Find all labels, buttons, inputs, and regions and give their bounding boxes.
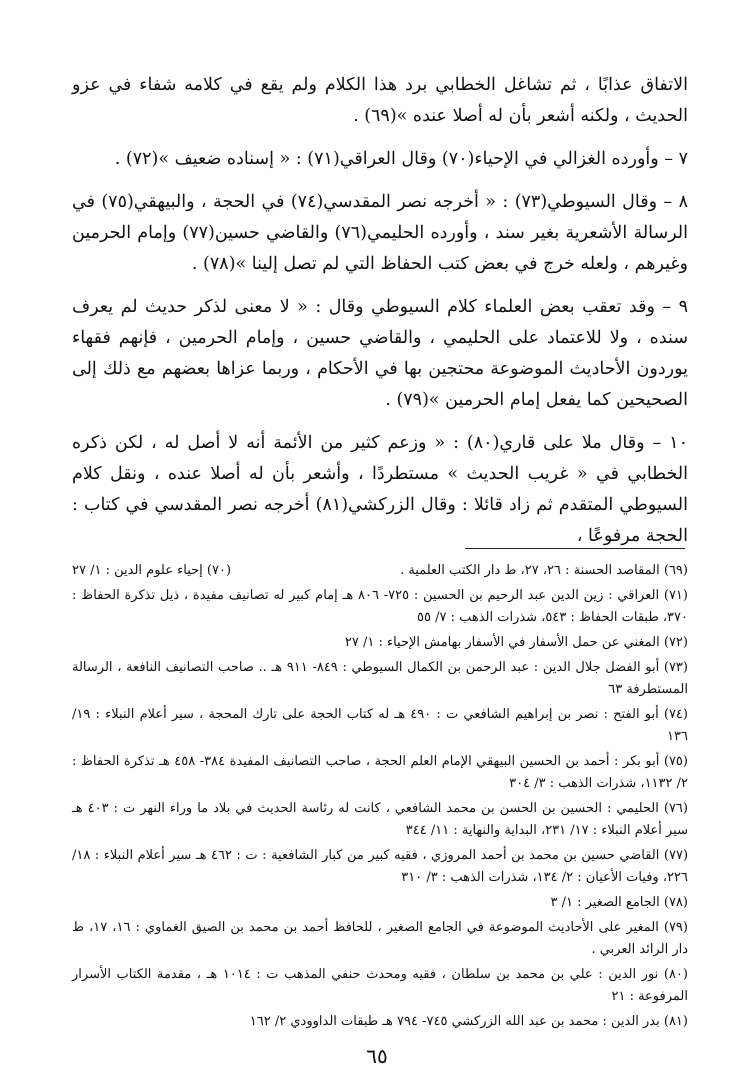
footnote-70: (٧٠) إحياء علوم الدين : ١/ ٢٧: [72, 563, 232, 578]
footnote-72: (٧٢) المغني عن حمل الأسفار في الأسفار بهامش الإحياء : ١/ ٢٧: [344, 635, 688, 650]
footnote-79: (٧٩) المغير على الأحاديث الموضوعة في الجامع الصغير ، للحافظ أحمد بن محمد بن الصيق الغماوي : ١٦، ١٧، ط دار الرائد العربي .: [72, 920, 688, 957]
paragraph-8: ٨ – وقال السيوطي(٧٣) : « أخرجه نصر المقدسي(٧٤) في الحجة ، والبيهقي(٧٥) في الرسالة الأشعرية بغير سند ، وأورده الحليمي(٧٦) والقاضي حسين(٧٧) وإمام الحرمين وغيرهم ، ولعله خرج في بعض كتب الحفاظ التي لم تصل إلينا »(٧٨) .: [72, 192, 688, 274]
footnotes: [72, 560, 688, 1036]
footnote-74: (٧٤) أبو الفتح : نصر بن إبراهيم الشافعي ت : ٤٩٠ هـ له كتاب الحجة على تارك المحجة ، سير أعلام النبلاء : ١٩/ ١٣٦: [72, 707, 688, 744]
footnote-row-69-70: [72, 560, 688, 582]
footnote-76: (٧٦) الحليمي : الحسين بن الحسن بن محمد الشافعي ، كانت له رئاسة الحديث في بلاد ما وراء النهر ت : ٤٠٣ هـ سير أعلام النبلاء : ١٧/ ٢٣١، البداية والنهاية : ١١/ ٣٤٤: [72, 801, 688, 838]
footnote-77: (٧٧) القاضي حسين بن محمد بن أحمد المروزي ، فقيه كبير من كبار الشافعية : ت : ٤٦٢ هـ سير أعلام النبلاء : ١٨/ ٢٢٦، وفيات الأعيان : ٢/ ١٣٤، شذرات الذهب : ٣/ ٣١٠: [72, 848, 689, 885]
page-number: ٦٥: [366, 1044, 388, 1068]
footnote-71: (٧١) العراقي : زين الدين عبد الرحيم بن الحسين : ٧٢٥- ٨٠٦ هـ إمام كبير له تصانيف مفيدة ، ذيل تذكرة الحفاظ : ٣٧٠، طبقات الحفاظ : ٥٤٣، شذرات الذهب : ٧/ ٥٥: [72, 588, 688, 625]
footnote-69: (٦٩) المقاصد الحسنة : ٢٦، ٢٧، ط دار الكتب العلمية .: [400, 563, 688, 578]
footnote-78: (٧٨) الجامع الصغير : ١/ ٣: [550, 895, 688, 910]
footnote-75: (٧٥) أبو بكر : أحمد بن الحسين البيهقي الإمام العلم الحجة ، صاحب التصانيف المفيدة ٣٨٤- ٤٥٨ هـ تذكرة الحفاظ : ٢/ ١١٣٢، شذرات الذهب : ٣/ ٣٠٤: [72, 754, 688, 791]
footnote-separator: [465, 548, 685, 549]
paragraph-continuation: الاتفاق عذابًا ، ثم تشاغل الخطابي برد هذا الكلام ولم يقع في كلامه شفاء في عزو الحديث ، ولكنه أشعر بأن له أصلا عنده »(٦٩) .: [72, 75, 688, 126]
paragraph-7: ٧ – وأورده الغزالي في الإحياء(٧٠) وقال العراقي(٧١) : « إسناده ضعيف »(٧٢) .: [114, 149, 688, 169]
footnote-80: (٨٠) نور الدين : علي بن محمد بن سلطان ، فقيه ومحدث حنفي المذهب ت : ١٠١٤ هـ ، مقدمة الكتاب الأسرار المرفوعة : ٢١: [72, 967, 688, 1004]
main-text: [72, 70, 688, 564]
paragraph-9: ٩ – وقد تعقب بعض العلماء كلام السيوطي وقال : « لا معنى لذكر حديث لم يعرف سنده ، ولا للاعتماد على الحليمي ، والقاضي حسين ، وإمام الحرمين ، فإنهم فقهاء يوردون الأحاديث الموضوعة محتجين بها في الأحكام ، وربما عزاها بعضهم مع ذلك إلى الصحيحين كما يفعل إمام الحرمين »(٧٩) .: [72, 297, 688, 410]
paragraph-10: ١٠ – وقال ملا على قاري(٨٠) : « وزعم كثير من الأئمة أنه لا أصل له ، لكن ذكره الخطابي في « غريب الحديث » مستطردًا ، وأشعر بأن له أصلا عنده ، ونقل كلام السيوطي المتقدم ثم زاد قائلا : وقال الزركشي(٨١) أخرجه نصر المقدسي في كتاب : الحجة مرفوعًا ،: [72, 433, 688, 546]
footnote-81: (٨١) بدر الدين : محمد بن عبد الله الزركشي ٧٤٥- ٧٩٤ هـ طبقات الداوودي ٢/ ١٦٢: [249, 1014, 688, 1029]
footnote-73: (٧٣) أبو الفضل جلال الدين : عبد الرحمن بن الكمال السيوطي : ٨٤٩- ٩١١ هـ .. صاحب التصانيف النافعة ، الرسالة المستطرفة ٦٣: [72, 660, 688, 697]
